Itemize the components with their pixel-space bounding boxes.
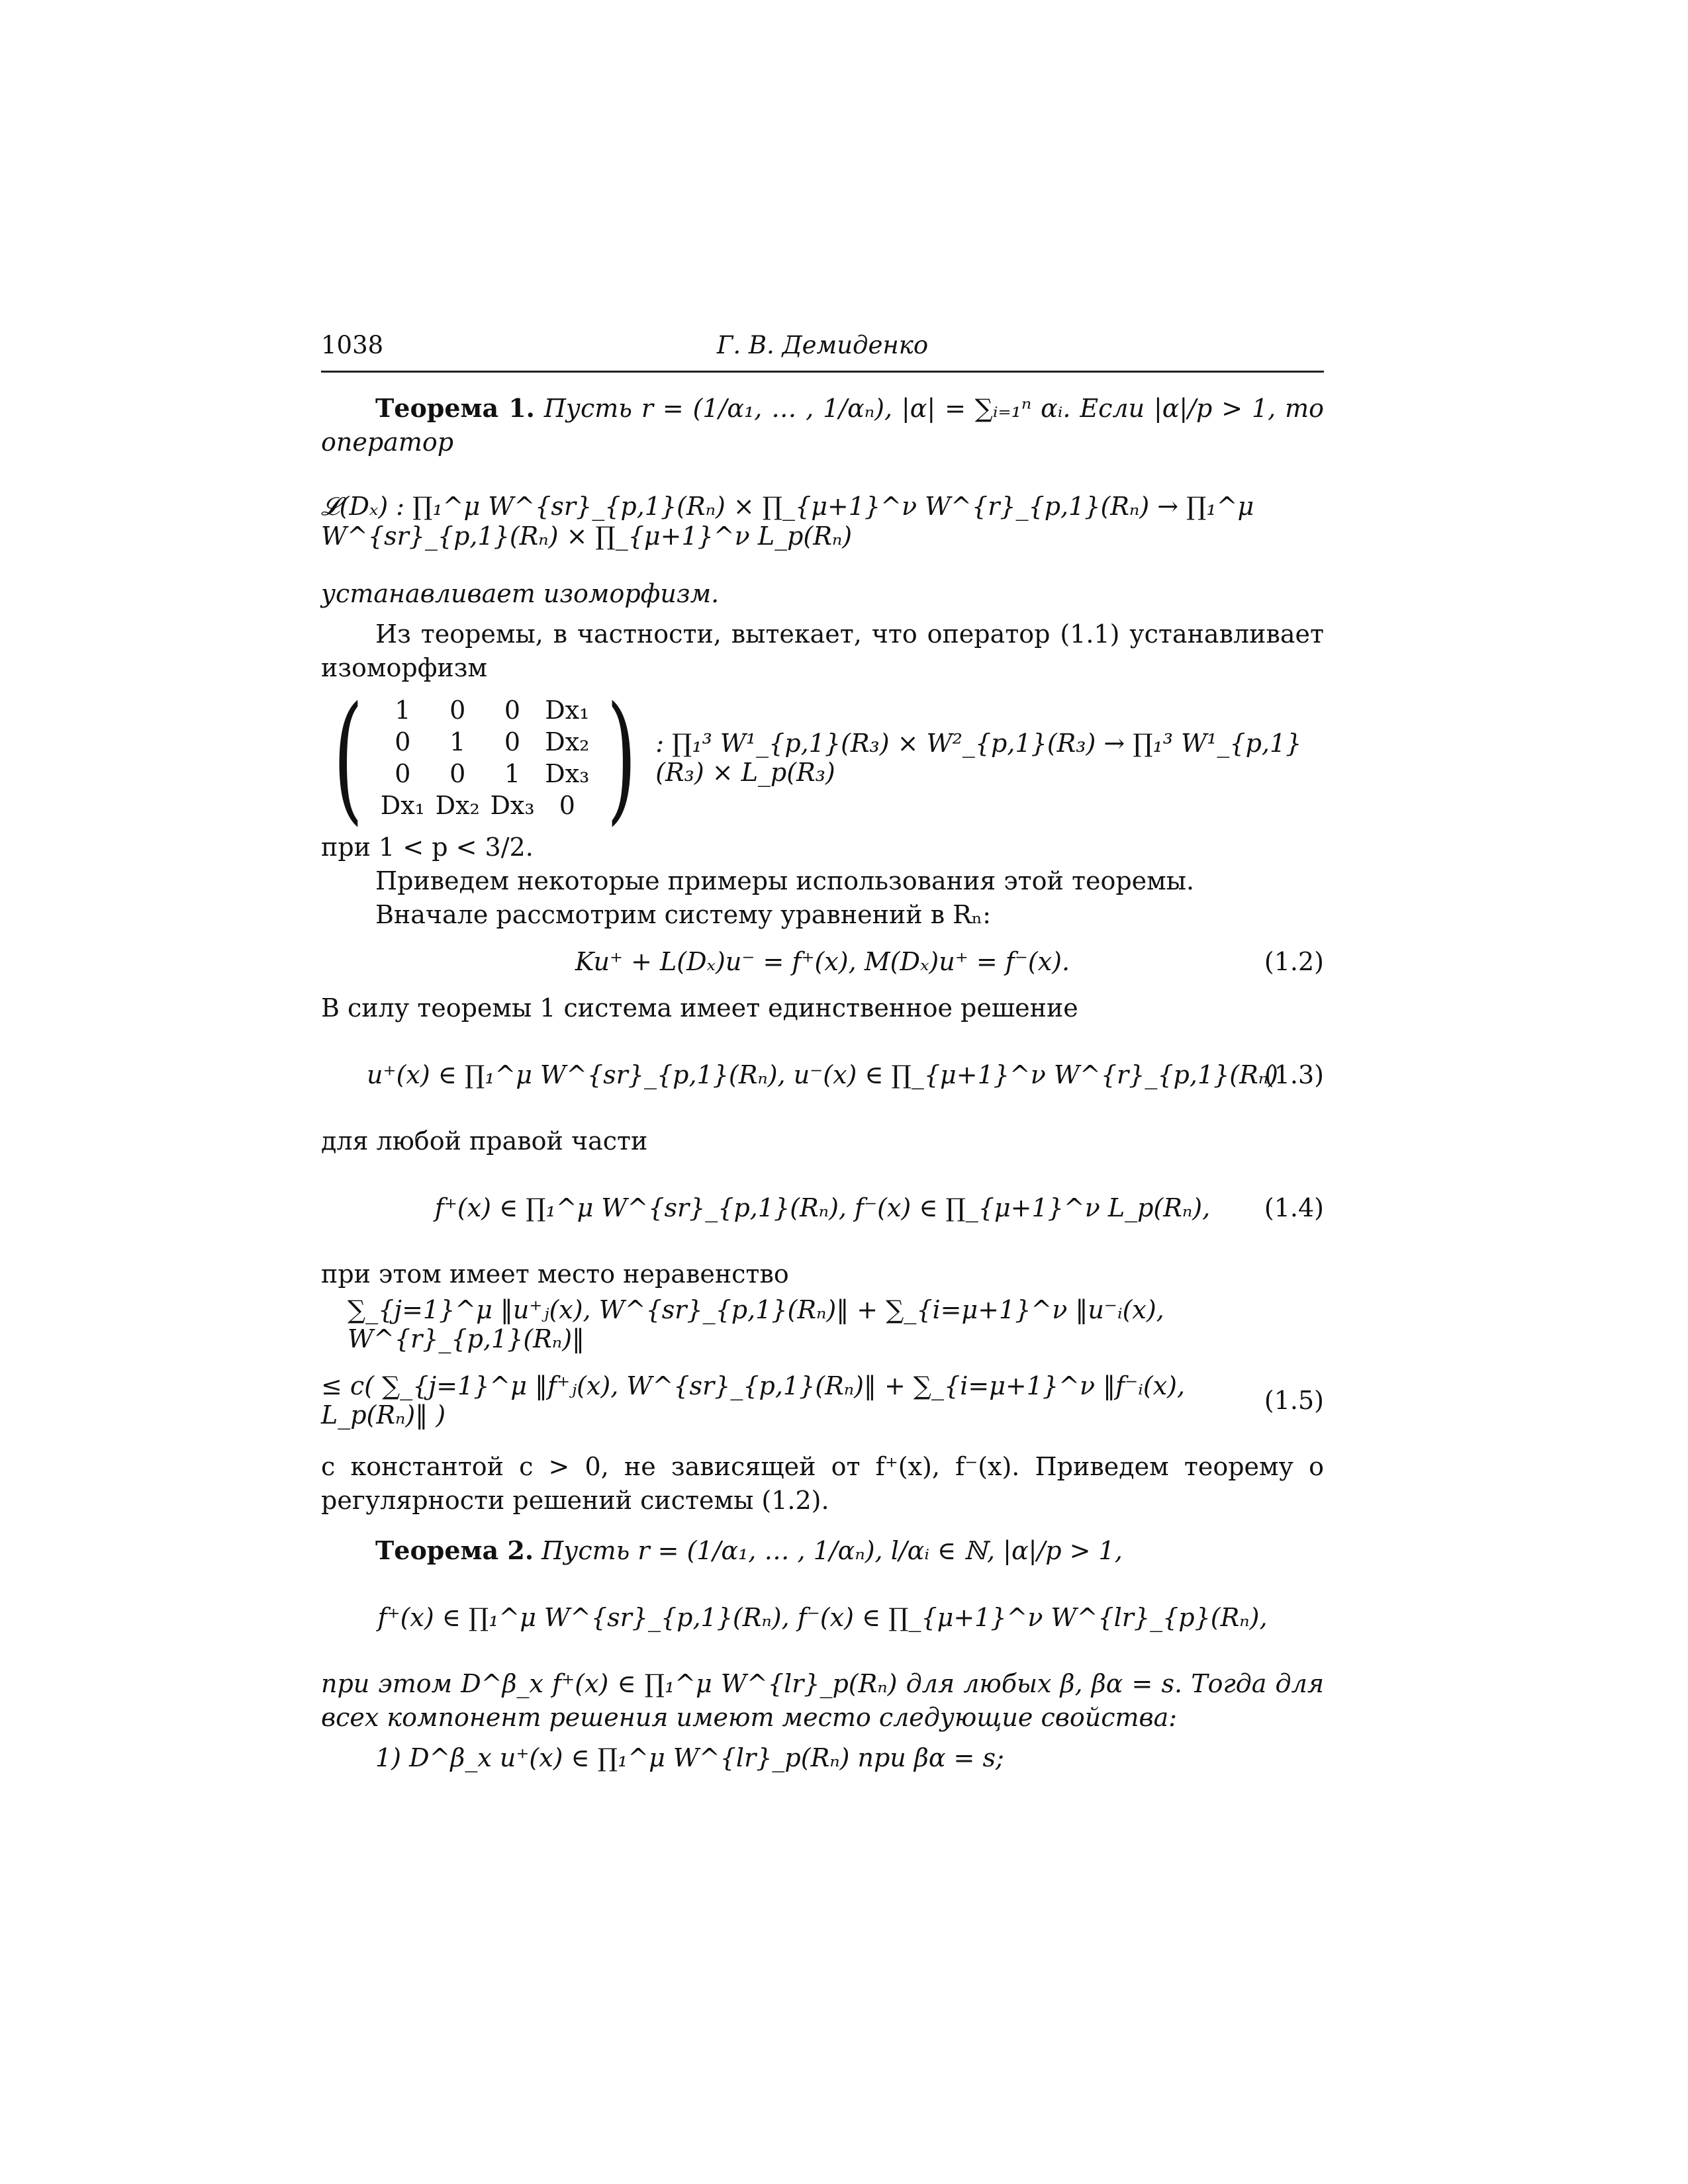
theorem-1-map xyxy=(321,465,1324,577)
equation-number: (1.4) xyxy=(1264,1193,1324,1222)
matrix-map-formula: : ∏₁³ W¹_{p,1}(R₃) × W²_{p,1}(R₃) → ∏₁³ W¹_{p,1}(R₃) × L_p(R₃) xyxy=(655,729,1302,787)
equation-1-2 xyxy=(321,932,1324,991)
equation-1-3 xyxy=(321,1025,1324,1124)
matrix-cell: Dx₁ xyxy=(380,791,425,820)
matrix-cell: Dx₁ xyxy=(545,696,590,725)
matrix-cell: 1 xyxy=(449,727,466,756)
equation-1-2-body: Ku⁺ + L(Dₓ)u⁻ = f⁺(x), M(Dₓ)u⁺ = f⁻(x). xyxy=(575,947,1070,976)
paragraph-right-side: для любой правой части xyxy=(321,1126,648,1156)
matrix-cell: Dx₂ xyxy=(435,791,480,820)
theorem-1-label: Теорема 1. xyxy=(375,393,535,423)
matrix-cell: 1 xyxy=(504,759,521,788)
paragraph-unique-solution: В силу теоремы 1 система имеет единственное решение xyxy=(321,993,1078,1023)
paragraph-examples: Приведем некоторые примеры использования этой теоремы. xyxy=(375,866,1195,895)
operator-matrix: ( 1 0 0 Dx₁ 0 1 0 Dx₂ 0 0 1 Dx₃ Dx₁ Dx₂ Dx₃ 0 ) xyxy=(333,676,637,839)
matrix-cell: 0 xyxy=(395,759,411,788)
equation-1-5-line-2-body: ≤ c( ∑_{j=1}^μ ‖f⁺ⱼ(x), W^{sr}_{p,1}(Rₙ)‖ + ∑_{i=μ+1}^ν ‖f⁻ᵢ(x), L_p(Rₙ)‖ ) xyxy=(321,1371,1186,1430)
equation-1-4-body: f⁺(x) ∈ ∏₁^μ W^{sr}_{p,1}(Rₙ), f⁻(x) ∈ ∏_{μ+1}^ν L_p(Rₙ), xyxy=(434,1193,1211,1222)
matrix-cell: 0 xyxy=(504,696,521,725)
matrix-cell: 0 xyxy=(449,696,466,725)
theorem-1-conclusion: устанавливает изоморфизм. xyxy=(321,579,720,608)
theorem-2-item-1: 1) D^β_x u⁺(x) ∈ ∏₁^μ W^{lr}_p(Rₙ) при βα = s; xyxy=(375,1743,1004,1772)
matrix-row xyxy=(375,758,594,790)
matrix-cell: 0 xyxy=(559,791,575,820)
theorem-1-statement xyxy=(321,391,1324,459)
theorem-2-label: Теорема 2. xyxy=(375,1535,534,1565)
matrix-cell: 0 xyxy=(504,727,521,756)
matrix-cell: 0 xyxy=(449,759,466,788)
theorem-2-continuation: при этом D^β_x f⁺(x) ∈ ∏₁^μ W^{lr}_p(Rₙ) для любых β, βα = s. Тогда для всех компонент решения имеют место следующие свойства: xyxy=(321,1669,1324,1732)
matrix-row xyxy=(375,790,594,821)
page xyxy=(321,324,1324,1775)
equation-1-5-line-2 xyxy=(321,1357,1324,1443)
page-number: 1038 xyxy=(321,331,384,359)
matrix-equation xyxy=(321,676,1324,839)
equation-number: (1.2) xyxy=(1264,947,1324,976)
matrix-cell: 0 xyxy=(395,727,411,756)
equation-number: (1.5) xyxy=(1264,1386,1324,1415)
theorem-2-statement xyxy=(321,1533,1324,1568)
theorem-2-display xyxy=(321,1568,1324,1667)
theorem-2-text: Пусть r = (1/α₁, … , 1/αₙ), l/αᵢ ∈ ℕ, |α|/p > 1, xyxy=(541,1536,1123,1565)
paragraph-isomorphism: Из теоремы, в частности, вытекает, что оператор (1.1) устанавливает изоморфизм xyxy=(321,619,1324,682)
theorem-2-display-body: f⁺(x) ∈ ∏₁^μ W^{sr}_{p,1}(Rₙ), f⁻(x) ∈ ∏_{μ+1}^ν W^{lr}_{p}(Rₙ), xyxy=(377,1603,1268,1632)
equation-number: (1.3) xyxy=(1264,1060,1324,1089)
matrix-cell: Dx₃ xyxy=(490,791,535,820)
matrix-cell: Dx₃ xyxy=(545,759,590,788)
matrix-table xyxy=(375,694,594,821)
running-header xyxy=(321,324,1324,373)
equation-1-5-line-1-body: ∑_{j=1}^μ ‖u⁺ⱼ(x), W^{sr}_{p,1}(Rₙ)‖ + ∑_{i=μ+1}^ν ‖u⁻ᵢ(x), W^{r}_{p,1}(Rₙ)‖ xyxy=(348,1295,1164,1353)
matrix-cell: 1 xyxy=(395,696,411,725)
equation-1-3-body: u⁺(x) ∈ ∏₁^μ W^{sr}_{p,1}(Rₙ), u⁻(x) ∈ ∏_{μ+1}^ν W^{r}_{p,1}(Rₙ) xyxy=(367,1060,1278,1089)
paragraph-system: Вначале рассмотрим систему уравнений в Rₙ: xyxy=(375,900,992,929)
matrix-cell: Dx₂ xyxy=(545,727,590,756)
theorem-1-text: Пусть r = (1/α₁, … , 1/αₙ), |α| = ∑ᵢ₌₁ⁿ αᵢ. Если |α|/p > 1, то оператор xyxy=(321,394,1325,457)
theorem-1-map-formula: 𝓛(Dₓ) : ∏₁^μ W^{sr}_{p,1}(Rₙ) × ∏_{μ+1}^ν W^{r}_{p,1}(Rₙ) → ∏₁^μ W^{sr}_{p,1}(Rₙ) × ∏_{μ+1}^ν L_p(Rₙ) xyxy=(321,491,1254,551)
running-author: Г. В. Демиденко xyxy=(716,331,929,359)
matrix-row xyxy=(375,694,594,726)
matrix-row xyxy=(375,726,594,758)
equation-1-5-line-1 xyxy=(321,1291,1324,1357)
paragraph-condition: при 1 < p < 3/2. xyxy=(321,833,534,862)
equation-1-4 xyxy=(321,1158,1324,1257)
paragraph-inequality: при этом имеет место неравенство xyxy=(321,1259,789,1289)
paragraph-constant: с константой c > 0, не зависящей от f⁺(x), f⁻(x). Приведем теорему о регулярности решений системы (1.2). xyxy=(321,1452,1324,1515)
